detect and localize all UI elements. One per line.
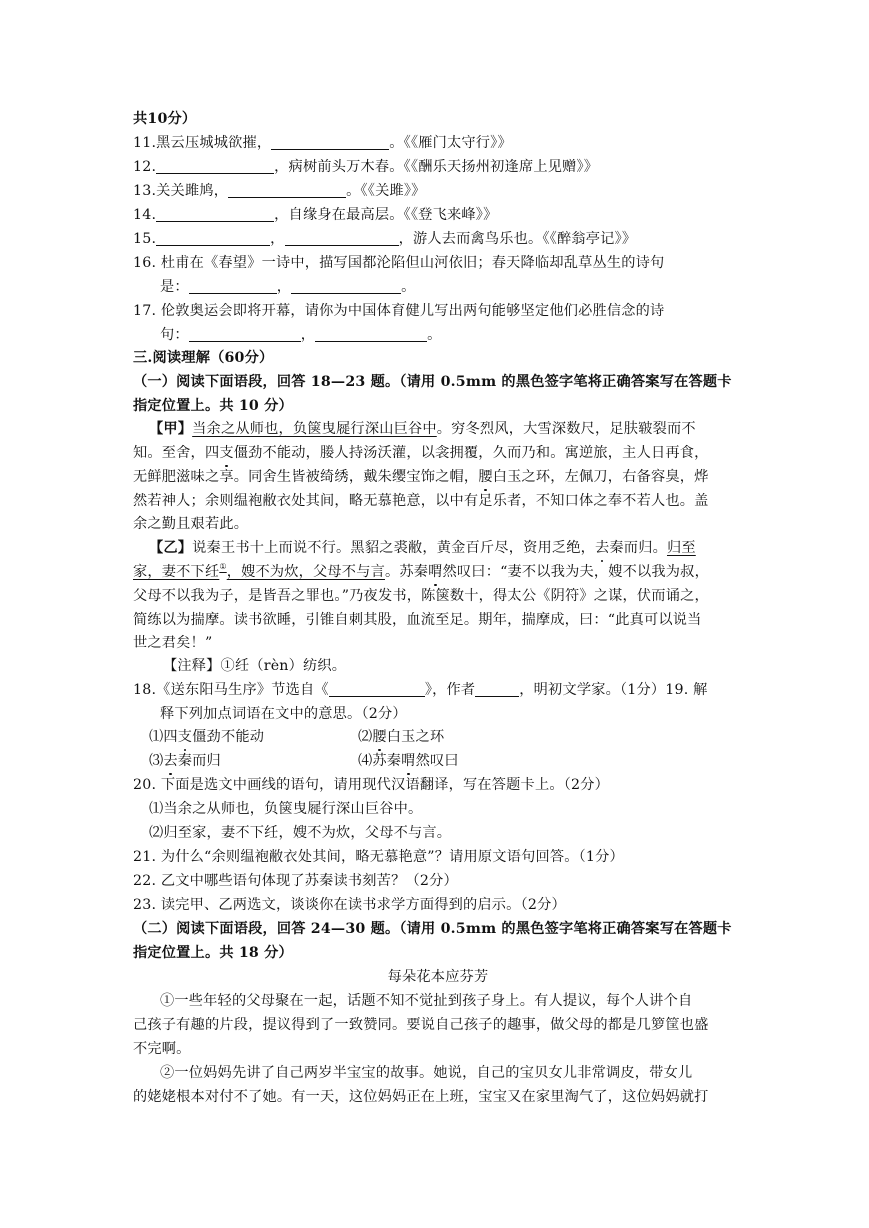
answer-blank[interactable]	[228, 181, 346, 198]
passage-jia-line: 【甲】当余之从师也，负箧曳屣行深山巨谷中。穷冬烈风，大雪深数尺，足肤皲裂而不	[149, 421, 696, 437]
passage-jia-line: 知。至舍，四支僵劲不能动，媵人持汤沃灌，以衾拥覆，久而乃和。寓逆旅，主人日再食，	[133, 442, 743, 464]
question-12: 12. ，病树前头万木春。《《酬乐天扬州初逢席上见赠》》	[133, 159, 599, 175]
article-paragraph: 己孩子有趣的片段，提议得到了一致赞同。要说自己孩子的趣事，做父母的都是几箩筐也盛	[133, 1017, 709, 1033]
answer-blank[interactable]	[156, 157, 274, 174]
question-16-answer: 是： ， 。	[160, 279, 416, 295]
question-20-item: ⑴当余之从师也，负箧曳屣行深山巨谷中。	[149, 801, 423, 817]
question-16: 16. 杜甫在《春望》一诗中，描写国都沦陷但山河依旧；春天降临却乱草丛生的诗句	[133, 255, 665, 271]
question-18: 18.《送东阳马生序》节选自《 》，作者 ，明初文学家。（1分）19. 解	[133, 682, 708, 698]
passage-yi-line: 简练以为揣摩。读书欲睡，引锥自刺其股，血流至足。期年，揣摩成，曰：“此真可以说当	[133, 612, 702, 628]
article-paragraph: 不完啊。	[133, 1041, 191, 1057]
question-17-answer: 句： ， 。	[160, 327, 442, 343]
answer-blank[interactable]	[156, 229, 270, 246]
question-22: 22. 乙文中哪些语句体现了苏秦读书刻苦？（2分）	[133, 873, 458, 889]
part1-heading-2: 指定位置上。共 10 分）	[133, 398, 293, 414]
q19-option: ⑵腰白玉之环	[358, 726, 658, 748]
question-13: 13.关关雎鸠， 。《《关雎》》	[133, 183, 426, 199]
score-note: 共10分）	[133, 111, 197, 127]
question-23: 23. 读完甲、乙两选文，谈谈你在读书求学方面得到的启示。（2分）	[133, 897, 566, 913]
question-20-item: ⑵归至家，妻不下纴，嫂不为炊，父母不与言。	[149, 825, 452, 841]
passage-yi-line: 家，妻不下纴①，嫂不为炊，父母不与言。苏秦喟然叹曰：“妻不以我为夫，嫂不以我为叔，	[133, 561, 743, 583]
article-paragraph: ②一位妈妈先讲了自己两岁半宝宝的故事。她说，自己的宝贝女儿非常调皮，带女儿	[160, 1065, 693, 1081]
article-title: 每朵花本应芬芳	[387, 969, 489, 985]
annotation-note: 【注释】①纴（rèn）纺织。	[163, 658, 347, 674]
answer-blank[interactable]	[329, 680, 425, 697]
passage-yi-line: 【乙】说秦王书十上而说不行。黑貂之裘敝，黄金百斤尽，资用乏绝，去秦而归。归至	[149, 537, 759, 559]
answer-blank[interactable]	[291, 277, 401, 294]
question-14: 14. ，自缘身在最高层。《《登飞来峰》》	[133, 207, 498, 223]
answer-blank[interactable]	[285, 229, 399, 246]
passage-yi-line: 父母不以我为子，是皆吾之罪也。”乃夜发书，陈箧数十，得太公《阴符》之谋，伏而诵之，	[133, 588, 709, 604]
question-17: 17. 伦敦奥运会即将开幕，请你为中国体育健儿写出两句能够坚定他们必胜信念的诗	[133, 303, 665, 319]
answer-blank[interactable]	[189, 277, 277, 294]
passage-yi-line: 世之君矣！”	[133, 635, 213, 651]
passage-jia-line: 然若神人；余则缊袍敝衣处其间，略无慕艳意，以中有足乐者，不知口体之奉不若人也。盖	[133, 493, 709, 509]
part2-heading-2: 指定位置上。共 18 分）	[133, 945, 293, 961]
part1-heading: （一）阅读下面语段，回答 18—23 题。（请用 0.5mm 的黑色签字笔将正确答案写在答题卡	[133, 374, 732, 390]
q19-option: ⑶去秦而归	[149, 750, 759, 772]
section-title: 三.阅读理解（60分）	[133, 350, 274, 366]
question-21: 21. 为什么“余则缊袍敝衣处其间，略无慕艳意”？请用原文语句回答。（1分）	[133, 849, 624, 865]
answer-blank[interactable]	[189, 325, 301, 342]
answer-blank[interactable]	[315, 325, 427, 342]
q19-option: ⑷苏秦喟然叹曰	[358, 750, 658, 772]
question-11: 11.黑云压城城欲摧， 。《《雁门太守行》》	[133, 135, 512, 151]
article-paragraph: 的姥姥根本对付不了她。有一天，这位妈妈正在上班，宝宝又在家里淘气了，这位妈妈就打	[133, 1089, 709, 1105]
article-paragraph: ①一些年轻的父母聚在一起，话题不知不觉扯到孩子身上。有人提议，每个人讲个自	[160, 993, 693, 1009]
question-19: 释下列加点词语在文中的意思。（2分）	[160, 706, 407, 722]
q19-option: ⑴四支僵劲不能动	[149, 726, 759, 748]
answer-blank[interactable]	[475, 680, 519, 697]
answer-blank[interactable]	[271, 133, 389, 150]
question-15: 15. ， ，游人去而禽鸟乐也。《《醉翁亭记》》	[133, 231, 637, 247]
passage-jia-line: 无鲜肥滋味之享。同舍生皆被绮绣，戴朱缨宝饰之帽，腰白玉之环，左佩刀，右备容臭，烨	[133, 466, 743, 488]
passage-jia-line: 余之勤且艰若此。	[133, 516, 249, 532]
answer-blank[interactable]	[156, 205, 274, 222]
part2-heading: （二）阅读下面语段，回答 24—30 题。（请用 0.5mm 的黑色签字笔将正确答案写在答题卡	[133, 921, 732, 937]
question-20: 20. 下面是选文中画线的语句，请用现代汉语翻译，写在答题卡上。（2分）	[133, 777, 610, 793]
